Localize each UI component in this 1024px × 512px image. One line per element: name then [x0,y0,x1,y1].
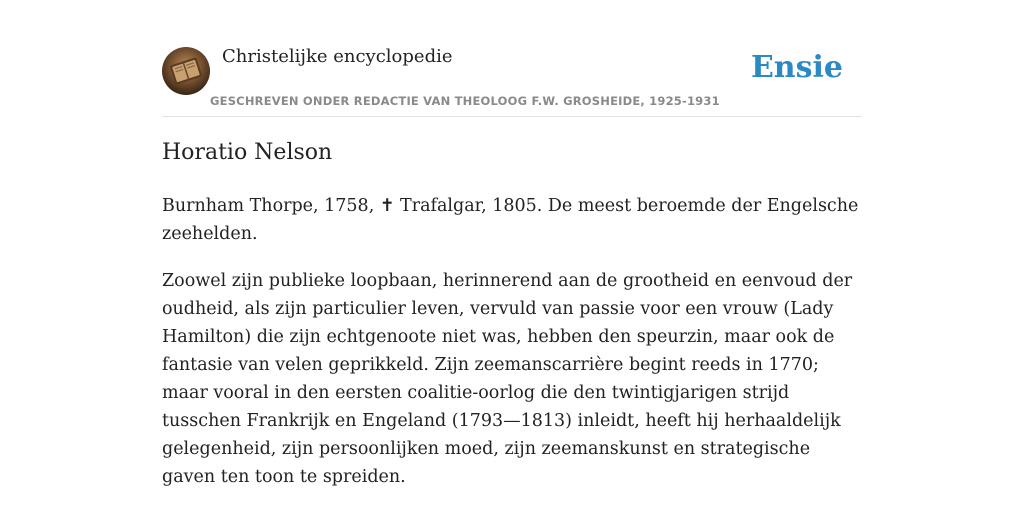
site-header [162,0,862,117]
page-container [162,0,862,487]
book-icon[interactable] [162,47,210,95]
article-paragraph-2: Zoowel zijn publieke loopbaan, herinnerend aan de grootheid en eenvoud der oudheid, als zijn particulier leven, vervuld van passie voor een vrouw (Lady Hamilton) die zijn echtgenoote niet was, hebben den speurzin, maar ook de fantasie van velen geprikkeld. Zijn zeemanscarrière begint reeds in 1770; maar vooral in den eersten coalitie-oorlog die den twintigjarigen strijd tusschen Frankrijk en Engeland (1793—1813) inleidt, heeft hij herhaaldelijk gelegenheid, zijn persoonlijken moed, zijn zeemanskunst en strategische gaven ten toon te spreiden. [162,271,853,487]
site-subtitle: GESCHREVEN ONDER REDACTIE VAN THEOLOOG F.W. GROSHEIDE, 1925-1931 [210,94,720,108]
article-paragraph-1: Burnham Thorpe, 1758, ✝ Trafalgar, 1805. De meest beroemde der Engelsche zeehelden. [162,196,859,244]
site-title[interactable]: Christelijke encyclopedie [222,46,453,67]
brand-logo[interactable]: Ensie [750,50,843,85]
article-title: Horatio Nelson [162,140,333,165]
